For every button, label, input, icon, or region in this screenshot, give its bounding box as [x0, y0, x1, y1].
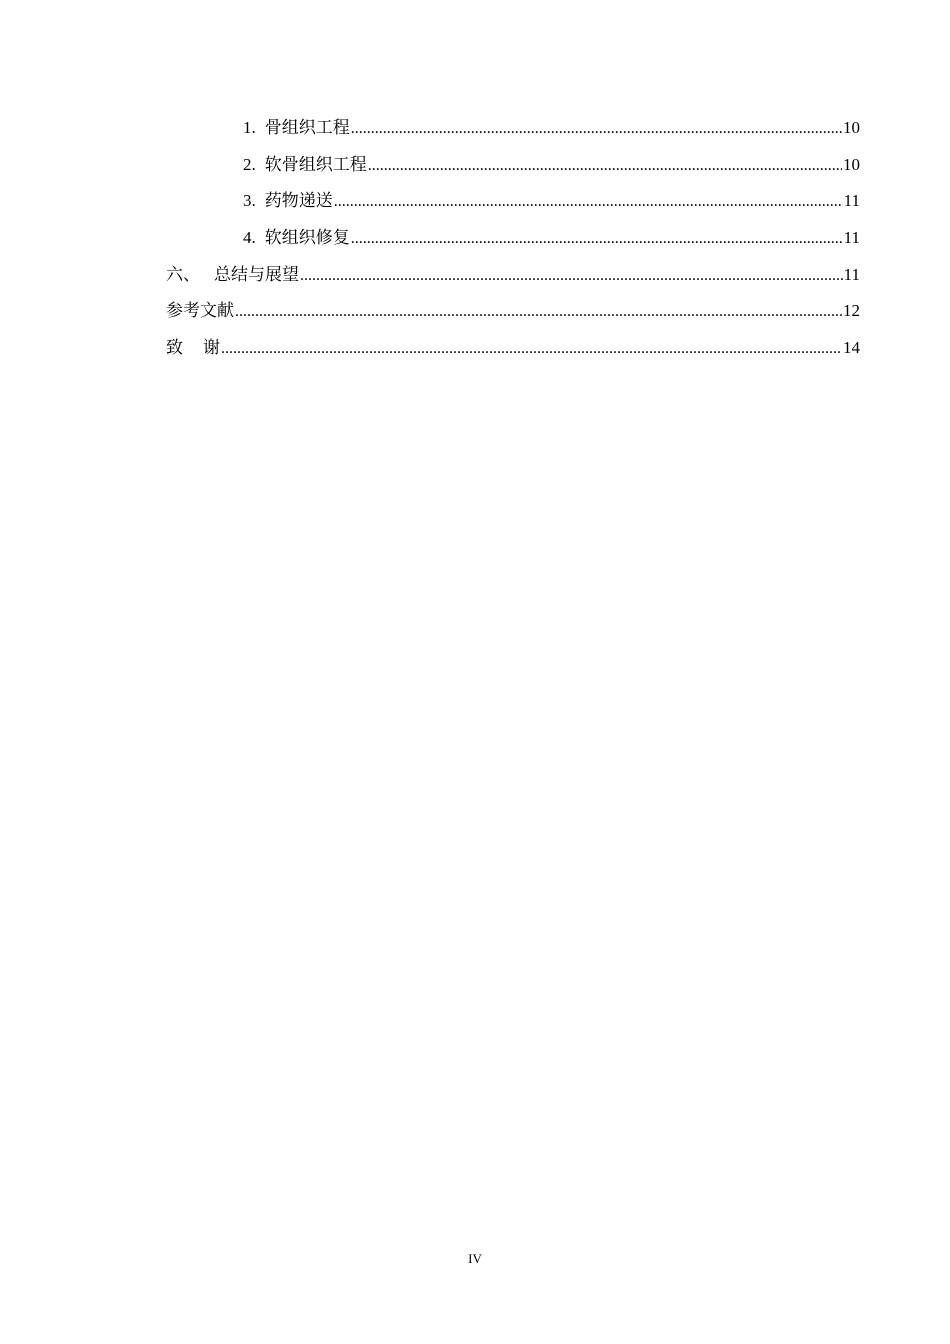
toc-dot-leader — [300, 264, 843, 288]
toc-entry-number: 4. — [243, 228, 256, 247]
toc-entry-page: 11 — [843, 228, 860, 247]
toc-dot-leader — [351, 117, 842, 141]
toc-dot-leader — [235, 300, 842, 324]
toc-entry-cartilage-tissue-engineering[interactable] — [243, 153, 860, 177]
toc-entry-soft-tissue-repair[interactable] — [243, 226, 860, 250]
toc-entry-title: 药物递送 — [264, 191, 333, 211]
toc-entry-number: 2. — [243, 155, 256, 174]
toc-dot-leader — [351, 227, 843, 251]
toc-dot-leader — [368, 154, 842, 178]
toc-entry-drug-delivery[interactable] — [243, 189, 860, 213]
toc-dot-leader — [334, 190, 843, 214]
toc-entry-title: 致谢 — [166, 338, 240, 358]
toc-chapter-title: 总结与展望 — [214, 265, 299, 285]
toc-entry-page: 10 — [843, 118, 860, 137]
toc-entry-references[interactable] — [166, 299, 860, 323]
toc-entry-page: 11 — [843, 265, 860, 284]
toc-entry-summary-outlook[interactable] — [166, 263, 860, 287]
toc-entry-page: 10 — [843, 155, 860, 174]
toc-entry-title — [166, 263, 299, 287]
toc-entry-title: 参考文献 — [166, 301, 234, 321]
toc-entry-title: 骨组织工程 — [264, 118, 350, 138]
toc-entry-number: 3. — [243, 191, 256, 210]
toc-entry-title: 软组织修复 — [264, 228, 350, 248]
toc-entry-page: 12 — [843, 301, 860, 320]
toc-entry-page: 11 — [843, 191, 860, 210]
toc-chapter-prefix: 六、 — [166, 265, 200, 285]
page-number-footer: IV — [468, 1251, 482, 1266]
toc-entry-bone-tissue-engineering[interactable] — [243, 116, 860, 140]
toc-entry-number: 1. — [243, 118, 256, 137]
toc-entry-title: 软骨组织工程 — [264, 155, 367, 175]
toc-entry-page: 14 — [843, 338, 860, 357]
toc-entry-acknowledgements[interactable] — [166, 336, 860, 360]
toc-dot-leader — [221, 337, 842, 361]
